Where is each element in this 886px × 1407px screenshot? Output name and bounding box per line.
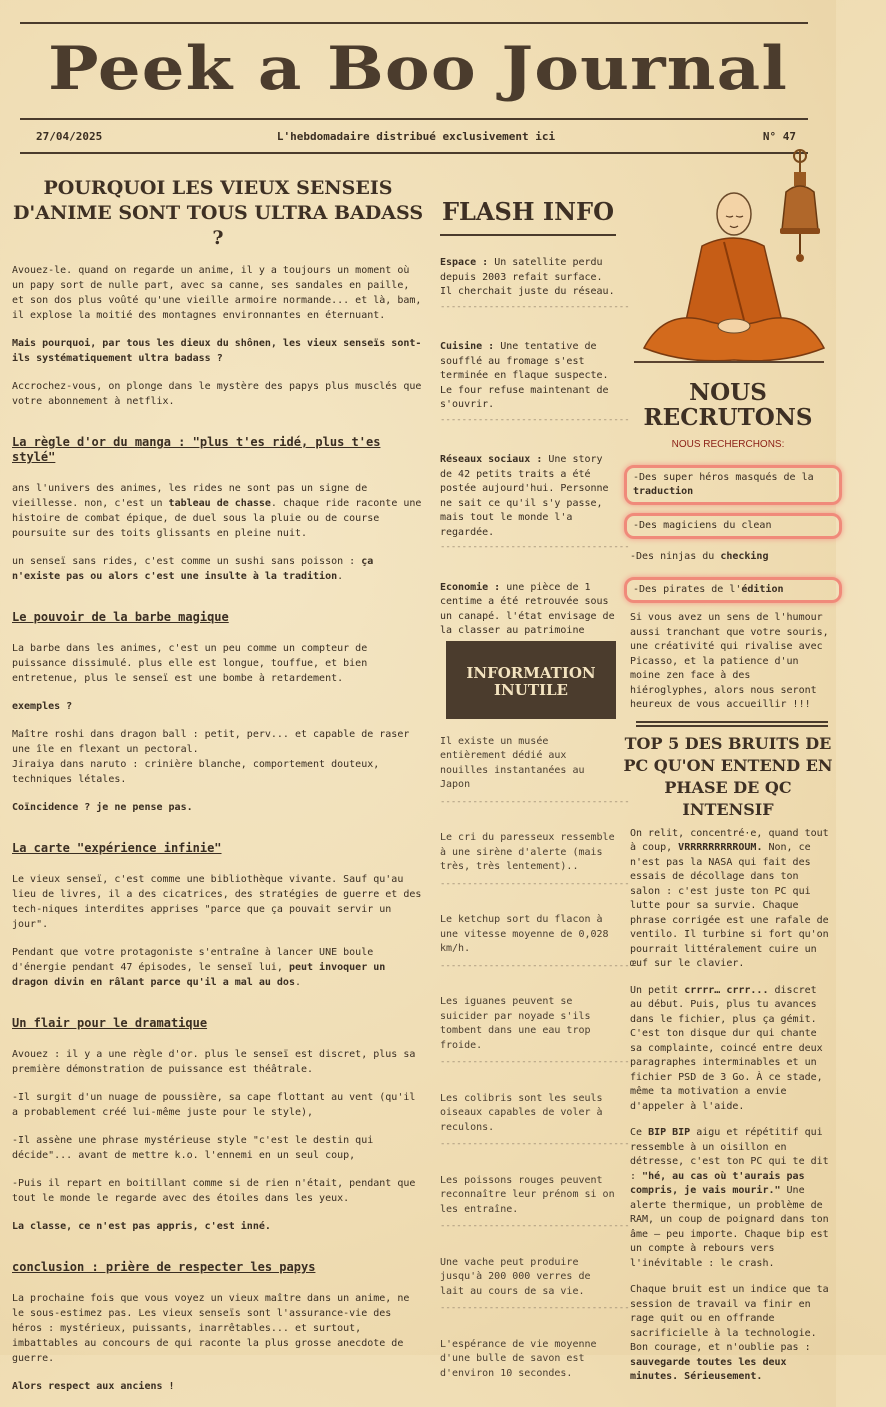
paragraph: Maître roshi dans dragon ball : petit, perv... et capable de raser une île en flexant un pectoral. Jiraiya dans naruto : crinière blanche, comportement douteux, techniques létales. <box>12 729 410 785</box>
recruit-subtitle: NOUS RECHERCHONS: <box>671 439 785 450</box>
list-item: Les colibris sont les seuls oiseaux capables de voler à reculons. ----------------------------------- <box>440 1092 630 1149</box>
paragraph: La prochaine fois que vous voyez un vieux maître dans un anime, ne le sous-estimez pas. Les vieux senseïs sont l'assurance-vie des héros : mystérieux, puissants, inarrêtables... et surtout, imbattables au concours de qui raconte la plus grosse anecdote de guerre. <box>12 1293 410 1364</box>
list-item: Les poissons rouges peuvent reconnaître leur prénom si on les entraîne. ----------------------------------- <box>440 1174 630 1231</box>
issue-date: 27/04/2025 <box>36 130 103 143</box>
issue-number: N° 47 <box>762 130 796 143</box>
paragraph: Pendant que votre protagoniste s'entraîne à lancer UNE boule d'énergie pendant 47 épisodes, le senseï lui, peut invoquer un dragon divin en râlant parce qu'il a mal au dos. <box>12 947 386 988</box>
noises-list <box>624 827 832 1385</box>
monk-illustration <box>624 150 832 376</box>
top-rule <box>20 22 808 24</box>
paragraph: Ce BIP BIP aigu et répétitif qui ressemble à un oisillon en détresse, c'est ton PC qui te dit : "hé, au cas où t'aurais pas compris, je vais mourir." Une alerte thermique, un problème de RAM, un coup de poignard dans ton âme — peu importe. Chaque bip est un compte à rebours vers l'inévitable : le crash. <box>630 1127 829 1269</box>
paragraph: Avouez : il y a une règle d'or. plus le senseï est discret, plus sa première démonstration de puissance est théâtrale. <box>12 1049 416 1075</box>
section-title: La règle d'or du manga : "plus t'es ridé, plus t'es stylé" <box>12 435 381 464</box>
paragraph: Le vieux senseï, c'est comme une bibliothèque vivante. Sauf qu'au lieu de livres, il a des cicatrices, des stratégies de guerre et des tech-niques interdites apprises "parce que ça pouvait servir un jour". <box>12 874 422 930</box>
divider <box>636 721 828 723</box>
flash-item: Réseaux sociaux : Une story de 42 petits traits a été postée aujourd'hui. Personne ne sait ce qu'il s'y passe, mais tout le monde l'a regardée. ----------------------------------- <box>440 454 630 552</box>
section-title: Le pouvoir de la barbe magique <box>12 610 229 624</box>
useless-info-title: INFORMATION INUTILE <box>446 641 616 719</box>
section-title: Un flair pour le dramatique <box>12 1016 208 1030</box>
list-item: Le ketchup sort du flacon à une vitesse moyenne de 0,028 km/h. ----------------------------------- <box>440 914 630 971</box>
flash-item: Cuisine : Une tentative de soufflé au fromage s'est terminée en flaque suspecte. Le four refuse maintenant de s'ouvrir. ----------------------------------- <box>440 341 630 425</box>
recruit-body: Si vous avez un sens de l'humour aussi tranchant que votre souris, une créativité qui rivalise avec Picasso, et la patience d'un moine zen face à des hiéroglyphes, alors nous seront heureux de vous accueillir !!! <box>630 612 829 710</box>
paragraph: La classe, ce n'est pas appris, c'est inné. <box>12 1221 271 1232</box>
side-column <box>624 150 832 1397</box>
section-title: La carte "expérience infinie" <box>12 841 222 855</box>
paragraph: ans l'univers des animes, les rides ne sont pas un signe de vieillesse. non, c'est un tableau de chasse. chaque ride raconte une histoire de combat épique, de duel sous la pluie ou de course poursuite sur des toits glissants en pleine nuit. <box>12 483 422 539</box>
masthead-rule <box>20 118 808 120</box>
flash-item: Espace : Un satellite perdu depuis 2003 refait surface. Il cherchait juste du réseau. ----------------------------------- <box>440 257 630 312</box>
article-headline: POURQUOI LES VIEUX SENSEIS D'ANIME SONT TOUS ULTRA BADASS ? <box>12 177 424 249</box>
role-highlight: -Des super héros masqués de la traduction <box>624 465 842 505</box>
paragraph: La barbe dans les animes, c'est un peu comme un compteur de puissance dissimulé. plus elle est longue, touffue, et bien entretenue, plus le senseï est une bombe à retardement. <box>12 643 368 684</box>
paragraph: -Puis il repart en boitillant comme si de rien n'était, pendant que tout le monde le regarde avec des étoiles dans les yeux. <box>12 1178 416 1204</box>
flash-title: FLASH INFO <box>441 197 614 226</box>
paragraph: Un petit crrrr… crrr... discret au début. Puis, plus tu avances dans le fichier, plus ça gémit. C'est ton disque dur qui chante sa complainte, coincé entre deux paragraphes interminables et un fichier PSD de 3 Go. À ce stade, même ta motivation a envie d'appeler à l'aide. <box>630 984 823 1112</box>
main-article <box>12 176 424 1407</box>
role-highlight: -Des magiciens du clean <box>624 513 842 539</box>
divider <box>636 725 828 727</box>
list-item: Les iguanes peuvent se suicider par noyade s'ils tombent dans une eau trop froide. ----------------------------------- <box>440 996 630 1067</box>
flash-item: Economie : une pièce de 1 centime a été retrouvée sous un canapé. l'état envisage de la classer au patrimoine <box>440 581 615 636</box>
paragraph: un senseï sans rides, c'est comme un sushi sans poisson : ça n'existe pas ou alors c'est une insulte à la tradition. <box>12 556 374 582</box>
paragraph: Chaque bruit est un indice que ta session de travail va finir en rage quit ou en offrande sacrificielle à la technologie. Bon courage, et n'oublie pas : sauvegarde toutes les deux minutes. Sérieusement. <box>630 1284 829 1382</box>
paragraph: -Il surgit d'un nuage de poussière, sa cape flottant au vent (qu'il a probablement créé lui-même juste pour le style), <box>12 1092 416 1118</box>
article-question: Mais pourquoi, par tous les dieux du shônen, les vieux senseïs sont-ils systématiquement ultra badass ? <box>12 338 422 364</box>
tagline: L'hebdomadaire distribué exclusivement ici <box>276 130 556 143</box>
article-intro: Avouez-le. quand on regarde un anime, il y a toujours un moment où un papy sort de nulle part, avec sa canne, ses sandales en paille, et son dos plus voûté qu'une vieille armoire normande... et là, bam, il explose la moitié des montagnes environnantes en éternuant. <box>12 265 422 321</box>
paragraph: exemples ? <box>12 701 73 712</box>
section-title: conclusion : prière de respecter les papys <box>12 1260 316 1274</box>
role-highlight: -Des pirates de l'édition <box>624 577 842 603</box>
paragraph: -Il assène une phrase mystérieuse style "c'est le destin qui décide"... avant de mettre k.o. l'ennemi en un seul coup, <box>12 1135 374 1161</box>
article-hook: Accrochez-vous, on plonge dans le mystère des papys plus musclés que votre abonnement à netflix. <box>12 381 422 407</box>
paragraph: Alors respect aux anciens ! <box>12 1381 175 1392</box>
flash-column <box>440 197 630 1391</box>
list-item: L'espérance de vie moyenne d'une bulle de savon est d'environ 10 secondes. <box>440 1338 597 1379</box>
noises-title: TOP 5 DES BRUITS DE PC QU'ON ENTEND EN PHASE DE QC INTENSIF <box>623 733 833 819</box>
list-item: Il existe un musée entièrement dédié aux nouilles instantanées au Japon ----------------------------------- <box>440 735 630 807</box>
list-item: Le cri du paresseux ressemble à une sirène d'alerte (mais très, très lentement).. ----------------------------------- <box>440 832 630 889</box>
paragraph: On relit, concentré·e, quand tout à coup, VRRRRRRRRROUM. Non, ce n'est pas la NASA qui fait des essais de décollage dans ton salon : c'est juste ton PC qui lutte pour sa survie. Chaque phrase corrigée est une rafale de ventilo. Il turbine si fort qu'on pourrait littéralement cuire un œuf sur le clavier. <box>630 827 829 969</box>
role-item: -Des ninjas du checking <box>630 550 769 562</box>
divider <box>440 234 616 236</box>
recruit-title: NOUS RECRUTONS <box>643 379 813 431</box>
paragraph: Coïncidence ? je ne pense pas. <box>12 802 193 813</box>
list-item: Une vache peut produire jusqu'à 200 000 verres de lait au cours de sa vie. ----------------------------------- <box>440 1256 630 1313</box>
masthead-title: Peek a Boo Journal <box>48 34 788 104</box>
